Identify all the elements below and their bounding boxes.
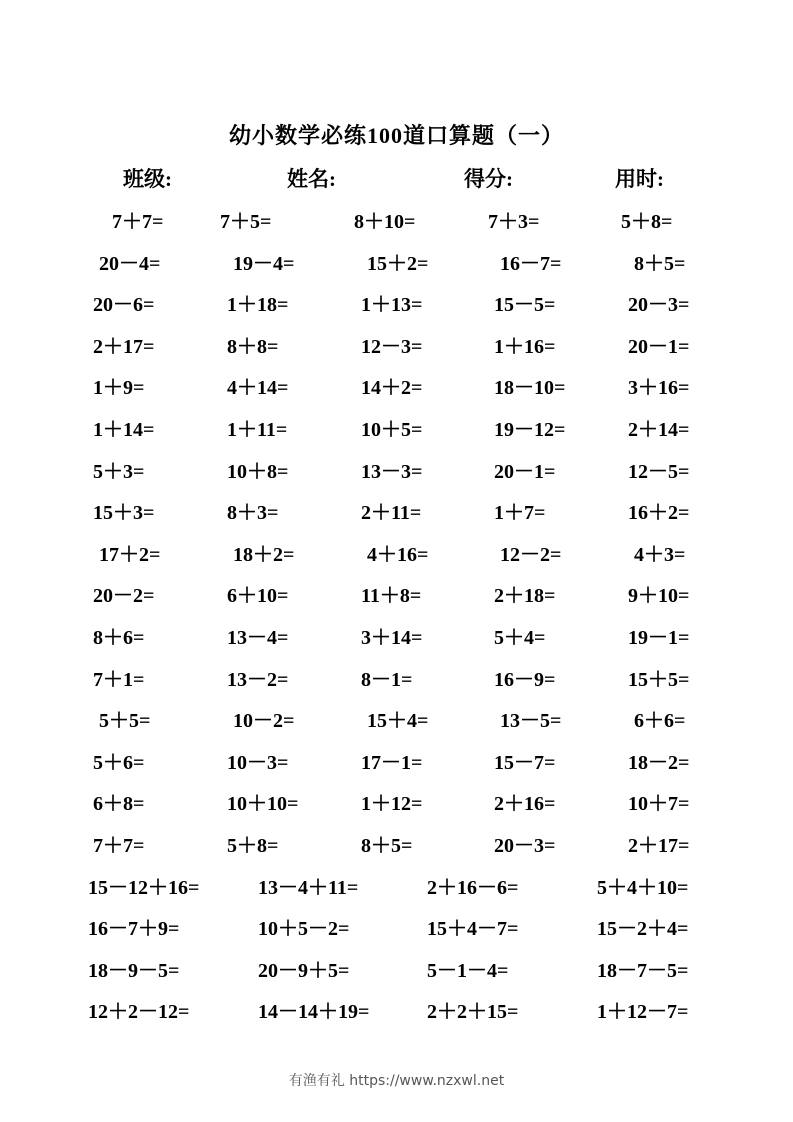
- problem: 5＋4=: [494, 627, 546, 649]
- problem-row: [0, 496, 793, 526]
- problem: 20－3=: [494, 835, 556, 857]
- problem: 5＋8=: [621, 211, 673, 233]
- problem: 7＋1=: [93, 668, 145, 691]
- problem: 1＋14=: [93, 419, 155, 441]
- problem-row: [0, 330, 793, 360]
- problem: 7＋7=: [93, 835, 145, 857]
- problem: 13－3=: [361, 460, 423, 483]
- problem: 1＋16=: [494, 335, 556, 358]
- problem-row: [0, 413, 793, 443]
- problem: 12－5=: [628, 460, 690, 483]
- problem: 12＋2－12=: [88, 1001, 190, 1024]
- problem: 16－7=: [500, 252, 562, 275]
- problem-row: [0, 829, 793, 859]
- problem-row: [0, 912, 793, 942]
- problem: 1＋7=: [494, 502, 546, 525]
- problem: 7＋7=: [112, 211, 164, 233]
- problem: 5＋5=: [99, 710, 151, 733]
- problem-row: [0, 954, 793, 984]
- problem-row: [0, 288, 793, 318]
- problem: 7＋5=: [220, 211, 272, 233]
- problem: 14＋2=: [361, 377, 423, 400]
- problem: 16－7＋9=: [88, 918, 180, 941]
- problem: 7＋3=: [488, 211, 540, 233]
- problem: 20－3=: [628, 294, 690, 317]
- problem: 15＋5=: [628, 668, 690, 691]
- problem: 15＋4=: [367, 710, 429, 733]
- problem: 17－1=: [361, 751, 423, 774]
- problem: 10＋10=: [227, 793, 299, 816]
- problem: 8＋8=: [227, 335, 279, 358]
- problem: 4＋14=: [227, 377, 289, 400]
- problem: 20－1=: [494, 460, 556, 483]
- problem: 1＋18=: [227, 294, 289, 317]
- problem: 18－7－5=: [597, 959, 689, 982]
- problem: 12－2=: [500, 543, 562, 566]
- problem: 8＋5=: [361, 835, 413, 857]
- info-class: 班级:: [123, 167, 172, 191]
- problem: 16－9=: [494, 668, 556, 691]
- problem: 17＋2=: [99, 543, 161, 566]
- problem: 5－1－4=: [427, 959, 509, 982]
- info-name: 姓名:: [287, 167, 336, 191]
- problem: 10＋7=: [628, 793, 690, 816]
- problem: 18－2=: [628, 751, 690, 774]
- problem-row: [0, 371, 793, 401]
- problem-row: [0, 621, 793, 651]
- problem: 15＋3=: [93, 502, 155, 525]
- problem: 8＋5=: [634, 252, 686, 275]
- problem: 10＋5=: [361, 419, 423, 441]
- problem: 5＋3=: [93, 460, 145, 483]
- problem: 8－1=: [361, 668, 413, 691]
- problem-row: [0, 579, 793, 609]
- problem: 13－2=: [227, 668, 289, 691]
- problem: 1＋9=: [93, 377, 145, 400]
- problem: 20－1=: [628, 335, 690, 358]
- problem: 8＋10=: [354, 211, 416, 233]
- problem-row: [0, 663, 793, 693]
- problem: 15＋2=: [367, 252, 429, 275]
- problem: 1＋12－7=: [597, 1001, 689, 1024]
- problem: 18－9－5=: [88, 959, 180, 982]
- problem: 19－1=: [628, 627, 690, 649]
- problem: 15＋4－7=: [427, 918, 519, 941]
- problem: 19－4=: [233, 252, 295, 275]
- problem: 2＋16=: [494, 793, 556, 816]
- problem: 18＋2=: [233, 543, 295, 566]
- problem: 2＋2＋15=: [427, 1001, 519, 1024]
- problem-row: [0, 704, 793, 734]
- problem: 14－14＋19=: [258, 1001, 370, 1024]
- problem: 6＋6=: [634, 710, 686, 733]
- problem: 9＋10=: [628, 585, 690, 608]
- problem: 1＋11=: [227, 419, 288, 441]
- problem: 6＋10=: [227, 585, 289, 608]
- problem: 20－4=: [99, 252, 161, 275]
- problem: 10＋5－2=: [258, 918, 350, 941]
- problem-row: [0, 538, 793, 568]
- problem: 5＋8=: [227, 835, 279, 857]
- problem: 18－10=: [494, 377, 566, 400]
- problem: 4＋16=: [367, 543, 429, 566]
- problem-row: [0, 995, 793, 1025]
- info-score: 得分:: [464, 167, 513, 191]
- problem-row: [0, 746, 793, 776]
- problem: 1＋12=: [361, 793, 423, 816]
- problem: 19－12=: [494, 419, 566, 441]
- problem-row: [0, 787, 793, 817]
- problem: 15－2＋4=: [597, 918, 689, 941]
- problem: 16＋2=: [628, 502, 690, 525]
- problem: 15－12＋16=: [88, 876, 200, 899]
- problem: 10－3=: [227, 751, 289, 774]
- problem-row: [0, 871, 793, 901]
- problem: 1＋13=: [361, 294, 423, 317]
- problem-row: [0, 455, 793, 485]
- problem: 15－7=: [494, 751, 556, 774]
- problem: 15－5=: [494, 294, 556, 317]
- problem: 11＋8=: [361, 585, 422, 608]
- info-time: 用时:: [615, 167, 664, 191]
- problem: 2＋17=: [628, 835, 690, 857]
- problem: 13－4=: [227, 627, 289, 649]
- footer-watermark: 有渔有礼 https://www.nzxwl.net: [288, 1073, 505, 1089]
- problem: 2＋11=: [361, 502, 422, 525]
- problem: 10－2=: [233, 710, 295, 733]
- problem: 5＋4＋10=: [597, 876, 689, 899]
- problem: 13－4＋11=: [258, 876, 359, 899]
- page-title: 幼小数学必练100道口算题（一）: [228, 123, 564, 148]
- problem: 4＋3=: [634, 543, 686, 566]
- problem-row: [0, 247, 793, 277]
- problem: 2＋14=: [628, 419, 690, 441]
- problem-row: [0, 205, 793, 235]
- problem: 3＋16=: [628, 377, 690, 400]
- problem: 13－5=: [500, 710, 562, 733]
- problem: 8＋6=: [93, 627, 145, 649]
- problem: 5＋6=: [93, 751, 145, 774]
- problem: 20－9＋5=: [258, 959, 350, 982]
- problem: 3＋14=: [361, 627, 423, 649]
- problem: 20－2=: [93, 585, 155, 608]
- problem: 20－6=: [93, 294, 155, 317]
- problem: 2＋16－6=: [427, 876, 519, 899]
- problem: 2＋18=: [494, 585, 556, 608]
- problem: 6＋8=: [93, 793, 145, 816]
- problem: 8＋3=: [227, 502, 279, 525]
- problem: 12－3=: [361, 335, 423, 358]
- problem: 2＋17=: [93, 335, 155, 358]
- problem: 10＋8=: [227, 460, 289, 483]
